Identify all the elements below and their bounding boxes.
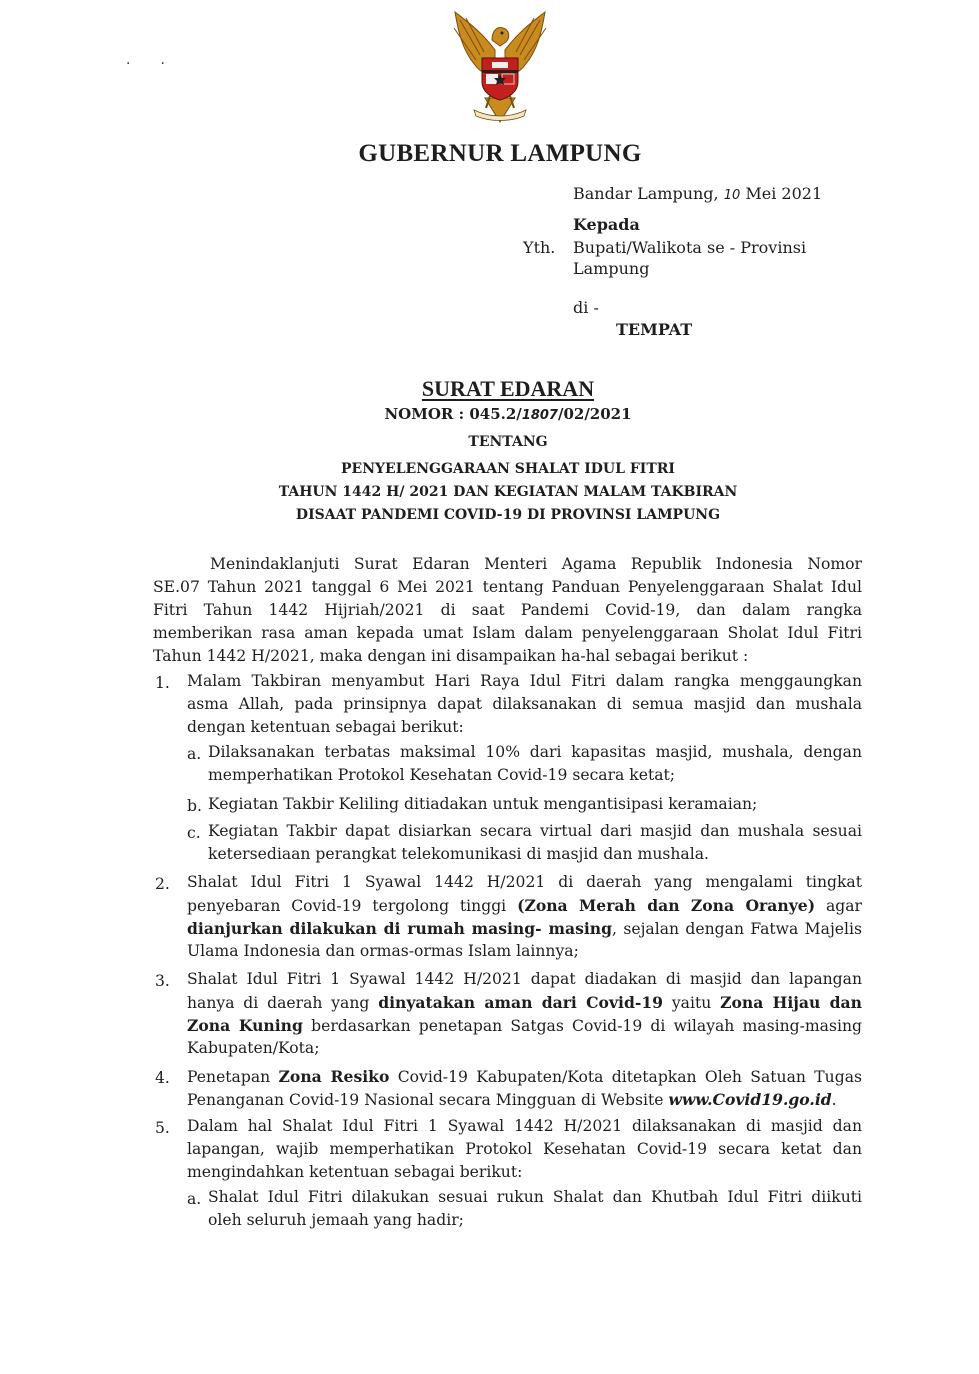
item-3-text-a: hanya di daerah yang xyxy=(187,994,370,1012)
item-3-bold-green: Zona Hijau dan xyxy=(720,993,862,1012)
number-prefix: NOMOR : 045.2/ xyxy=(384,405,522,423)
handwritten-day: 10 xyxy=(723,188,741,203)
item-4-text-website: Penanganan Covid-19 Nasional secara Mingguan di Website xyxy=(187,1091,664,1109)
item-5a-line2: oleh seluruh jemaah yang hadir; xyxy=(208,1211,464,1229)
kepada-label: Kepada xyxy=(573,215,640,234)
scan-marks: ·· xyxy=(126,56,195,72)
tempat-label: TEMPAT xyxy=(616,320,693,339)
number-suffix: /02/2021 xyxy=(557,405,632,423)
item-1-line2: asma Allah, pada prinsipnya dapat dilaksanakan di semua masjid dan mushala xyxy=(187,695,862,713)
subject-line3: DISAAT PANDEMI COVID-19 DI PROVINSI LAMPUNG xyxy=(295,507,721,523)
item-3-line1: Shalat Idul Fitri 1 Syawal 1442 H/2021 dapat diadakan di masjid dan lapangan xyxy=(187,970,862,988)
item-4-bold-risk: Zona Resiko xyxy=(278,1067,390,1086)
item-2-text-c: agar xyxy=(825,897,862,915)
item-1-line3: dengan ketentuan sebagai berikut: xyxy=(187,718,464,736)
item-4-text-c: Covid-19 Kabupaten/Kota ditetapkan Oleh Satuan Tugas xyxy=(397,1068,862,1086)
item-4-text-a: Penetapan xyxy=(187,1068,271,1086)
yth-label: Yth. xyxy=(523,238,556,257)
item-5-line1: Dalam hal Shalat Idul Fitri 1 Syawal 1442 H/2021 dilaksanakan di masjid dan xyxy=(187,1117,862,1135)
recipient-line2: Lampung xyxy=(573,259,650,278)
item-4-number: 4. xyxy=(155,1069,170,1087)
item-1-number: 1. xyxy=(155,674,170,692)
intro-line1: Menindaklanjuti Surat Edaran Menteri Agama Republik Indonesia Nomor xyxy=(210,555,862,573)
covid-website-link[interactable]: www.Covid19.go.id xyxy=(668,1090,832,1109)
item-1b-line1: Kegiatan Takbir Keliling ditiadakan untuk mengantisipasi keramaian; xyxy=(208,795,758,813)
item-1a-line1: Dilaksanakan terbatas maksimal 10% dari kapasitas masjid, mushala, dengan xyxy=(208,743,862,761)
tentang-label: TENTANG xyxy=(468,434,548,450)
item-2-text-a: penyebaran Covid-19 tergolong tinggi xyxy=(187,897,507,915)
place-date xyxy=(573,184,822,203)
item-5a-label: a. xyxy=(187,1190,202,1208)
item-5a-line1: Shalat Idul Fitri dilakukan sesuai rukun Shalat dan Khutbah Idul Fitri diikuti xyxy=(208,1188,862,1206)
garuda-emblem-icon xyxy=(440,10,560,128)
item-1c-line2: ketersediaan perangkat telekomunikasi di masjid dan mushala. xyxy=(208,845,709,863)
item-3-bold-yellow: Zona Kuning xyxy=(187,1016,303,1035)
item-2-bold-zones: (Zona Merah dan Zona Oranye) xyxy=(517,896,816,915)
item-2-bold-recommend: dianjurkan dilakukan di rumah masing- masing xyxy=(187,919,613,938)
item-1a-line2: memperhatikan Protokol Kesehatan Covid-19 secara ketat; xyxy=(208,766,676,784)
item-1c-line1: Kegiatan Takbir dapat disiarkan secara virtual dari masjid dan mushala sesuai xyxy=(208,822,862,840)
item-1c-label: c. xyxy=(187,824,201,842)
di-label: di - xyxy=(573,298,599,317)
subject-line1: PENYELENGGARAAN SHALAT IDUL FITRI xyxy=(341,461,675,477)
item-5-line2: lapangan, wajib memperhatikan Protokol Kesehatan Covid-19 secara ketat dan xyxy=(187,1140,862,1158)
item-3-line4: Kabupaten/Kota; xyxy=(187,1039,320,1057)
item-3-text-c: yaitu xyxy=(671,994,712,1012)
intro-line4: memberikan rasa aman kepada umat Islam dalam penyelenggaraan Sholat Idul Fitri xyxy=(153,624,862,642)
date-rest: Mei 2021 xyxy=(745,184,823,203)
item-2-line4: Ulama Indonesia dan ormas-ormas Islam lainnya; xyxy=(187,942,579,960)
item-1-line1: Malam Takbiran menyambut Hari Raya Idul Fitri dalam rangka menggaungkan xyxy=(187,672,862,690)
item-5-number: 5. xyxy=(155,1119,170,1137)
item-3-number: 3. xyxy=(155,972,170,990)
letter-number xyxy=(0,405,979,423)
item-2-text-mui: , sejalan dengan Fatwa Majelis xyxy=(612,920,862,938)
intro-line5: Tahun 1442 H/2021, maka dengan ini disampaikan ha-hal sebagai berikut : xyxy=(153,647,749,665)
item-1a-label: a. xyxy=(187,745,202,763)
item-1b-label: b. xyxy=(187,797,202,815)
intro-line3: Fitri Tahun 1442 Hijriah/2021 di saat Pandemi Covid-19, dan dalam rangka xyxy=(153,601,862,619)
handwritten-number: 1807 xyxy=(521,408,558,423)
item-4-line2 xyxy=(187,1088,862,1112)
item-2-line1: Shalat Idul Fitri 1 Syawal 1442 H/2021 di daerah yang mengalami tingkat xyxy=(187,873,862,891)
intro-line2: SE.07 Tahun 2021 tanggal 6 Mei 2021 tentang Panduan Penyelenggaraan Shalat Idul xyxy=(153,578,862,596)
recipient-line1: Bupati/Walikota se - Provinsi xyxy=(573,238,807,257)
item-5-line3: mengindahkan ketentuan sebagai berikut: xyxy=(187,1163,523,1181)
governor-title: GUBERNUR LAMPUNG xyxy=(358,140,642,167)
letter-title: SURAT EDARAN xyxy=(421,376,595,401)
subject-line2: TAHUN 1442 H/ 2021 DAN KEGIATAN MALAM TAKBIRAN xyxy=(278,484,738,500)
item-4-period: . xyxy=(831,1091,837,1109)
item-3-text-satgas: berdasarkan penetapan Satgas Covid-19 di wilayah masing-masing xyxy=(311,1017,862,1035)
item-2-number: 2. xyxy=(155,875,170,893)
item-3-bold-safe: dinyatakan aman dari Covid-19 xyxy=(378,993,664,1012)
place-label: Bandar Lampung, xyxy=(573,184,719,203)
